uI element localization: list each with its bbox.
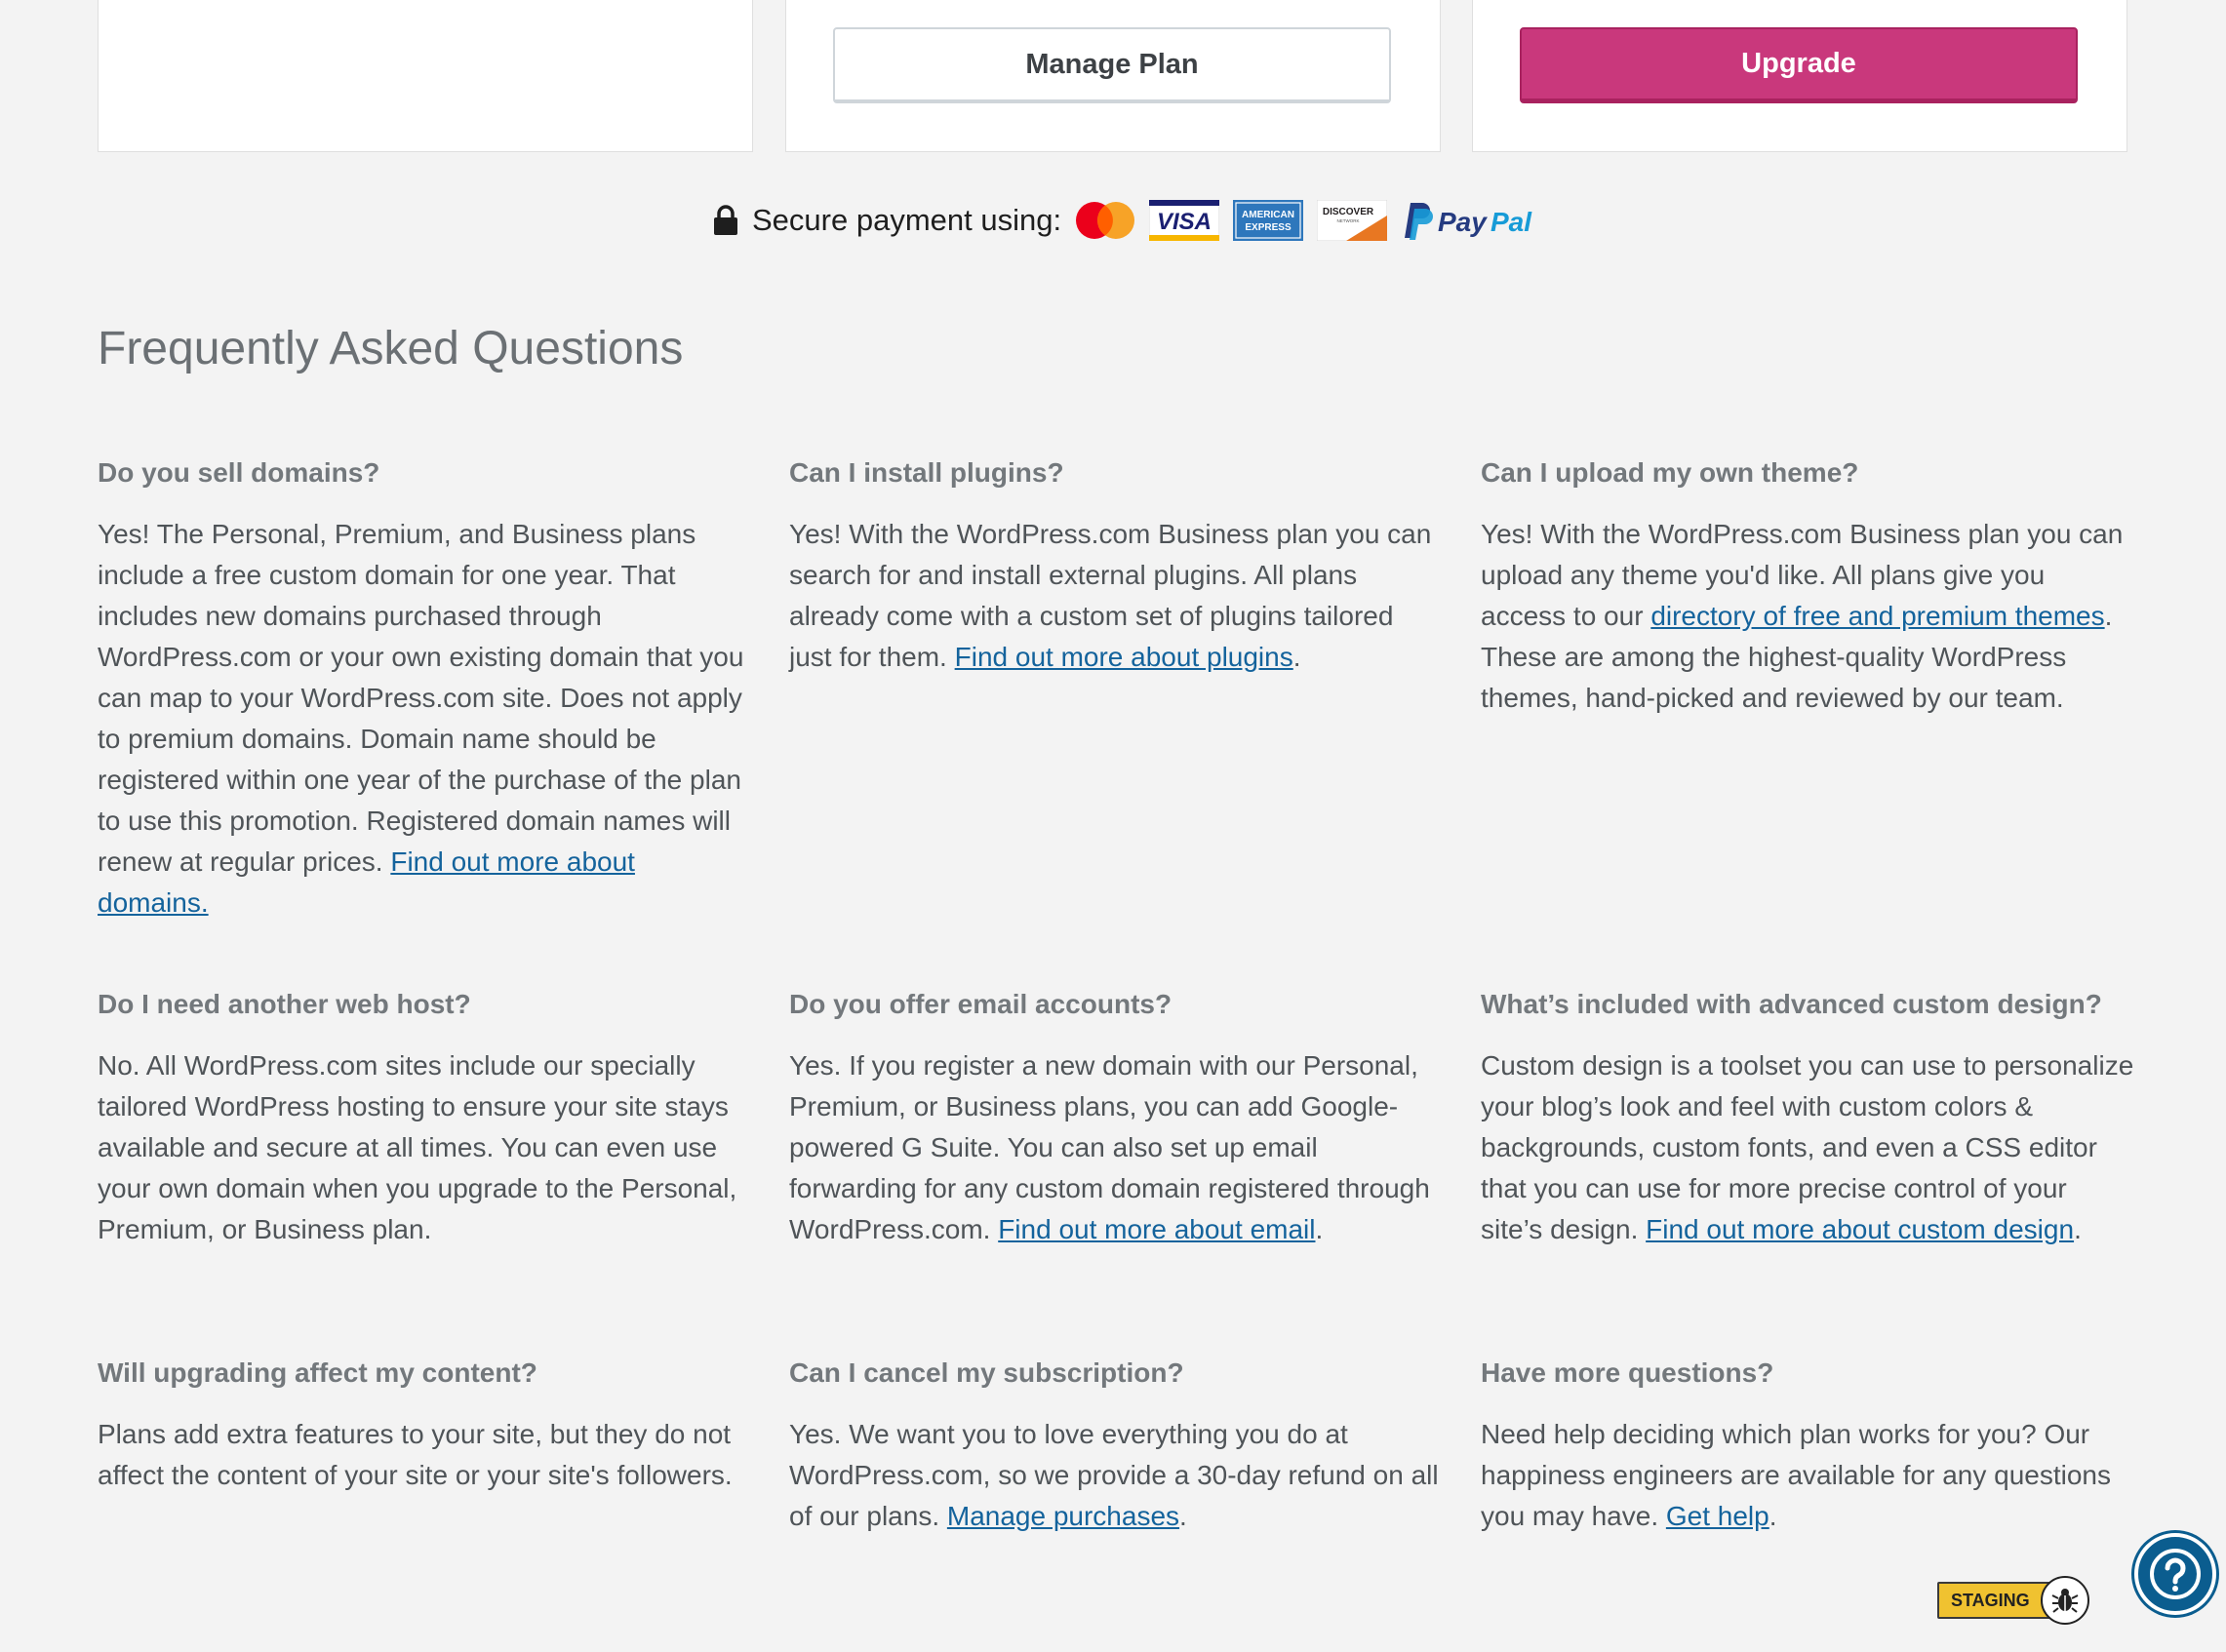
faq-answer: Custom design is a toolset you can use to personalize your blog’s look and feel with custom colors & backgrounds, custom fonts, and even a CSS editor that you can use for more precise control of your site’s design. Find out more about custom design. — [1481, 1050, 2134, 1244]
faq-question: Will upgrading affect my content? — [98, 1357, 537, 1388]
lock-icon — [713, 205, 738, 236]
faq-answer: Yes. We want you to love everything you do at WordPress.com, so we provide a 30-day refund on all of our plans. Manage purchases. — [789, 1419, 1439, 1531]
faq-answer: No. All WordPress.com sites include our specially tailored WordPress hosting to ensure your site stays available and secure at all times. You can even use your own domain when you upgrade to the Personal, Premium, or Business plan. — [98, 1050, 737, 1244]
faq-item-domains — [98, 453, 751, 924]
faq-link[interactable]: Get help — [1665, 1501, 1769, 1531]
amex-logo — [1233, 200, 1303, 241]
faq-question: Can I install plugins? — [789, 457, 1064, 488]
faq-item-email — [789, 985, 1443, 1250]
faq-link[interactable]: Find out more about domains. — [98, 846, 635, 918]
paypal-logo — [1399, 199, 1535, 242]
faq-link[interactable]: directory of free and premium themes — [1650, 601, 2105, 631]
faq-item-more-questions — [1481, 1354, 2134, 1537]
faq-answer: Need help deciding which plan works for you? Our happiness engineers are available for any questions you may have. Get help. — [1481, 1419, 2111, 1531]
faq-question: Do I need another web host? — [98, 989, 471, 1019]
visa-text: VISA — [1157, 209, 1212, 235]
faq-question: Have more questions? — [1481, 1357, 1774, 1388]
amex-line1: AMERICAN — [1242, 210, 1295, 220]
faq-link[interactable]: Find out more about email — [998, 1214, 1316, 1244]
bug-icon[interactable] — [2041, 1576, 2089, 1625]
faq-answer: Plans add extra features to your site, but they do not affect the content of your site or your site's followers. — [98, 1419, 733, 1490]
upgrade-button[interactable]: Upgrade — [1520, 27, 2078, 103]
faq-link[interactable]: Find out more about custom design — [1646, 1214, 2075, 1244]
discover-text: DISCOVER — [1322, 207, 1374, 217]
faq-item-upgrading — [98, 1354, 751, 1496]
faq-link[interactable]: Find out more about plugins — [954, 642, 1293, 672]
faq-item-plugins — [789, 453, 1443, 678]
paypal-text-b: Pal — [1491, 207, 1532, 237]
faq-question: What’s included with advanced custom design? — [1481, 989, 2102, 1019]
visa-logo — [1149, 200, 1219, 241]
secure-payment-label: Secure payment using: — [752, 203, 1062, 237]
faq-answer: Yes! The Personal, Premium, and Business plans include a free custom domain for one year. That includes new domains purchased through WordPress.com or your own existing domain that you can map to your WordPress.com site. Does not apply to premium domains. Domain name should be registered within one year of the purchase of the plan to use this promotion. Registered domain names will renew at regular prices. Find out more about domains. — [98, 519, 744, 918]
discover-subtext: NETWORK — [1336, 218, 1360, 223]
faq-item-themes — [1481, 453, 2134, 719]
faq-item-web-host — [98, 985, 751, 1250]
faq-item-custom-design — [1481, 985, 2134, 1250]
discover-logo — [1317, 200, 1387, 241]
faq-question: Can I upload my own theme? — [1481, 457, 1859, 488]
faq-item-cancel — [789, 1354, 1443, 1537]
faq-question: Can I cancel my subscription? — [789, 1357, 1184, 1388]
faq-question: Do you sell domains? — [98, 457, 380, 488]
faq-link[interactable]: Manage purchases — [946, 1501, 1180, 1531]
amex-line2: EXPRESS — [1245, 222, 1292, 233]
paypal-text-a: Pay — [1438, 207, 1487, 237]
faq-answer: Yes! With the WordPress.com Business plan you can upload any theme you'd like. All plans give you access to our directory of free and premium themes. These are among the highest-quality WordPress themes, hand-picked and reviewed by our team. — [1481, 519, 2124, 713]
faq-question: Do you offer email accounts? — [789, 989, 1173, 1019]
faq-answer: Yes. If you register a new domain with our Personal, Premium, or Business plans, you can add Google-powered G Suite. You can also set up email forwarding for any custom domain registered through WordPress.com. Find out more about email. — [789, 1050, 1430, 1244]
manage-plan-button[interactable]: Manage Plan — [833, 27, 1391, 103]
faq-title: Frequently Asked Questions — [98, 323, 684, 374]
plan-card-left — [98, 0, 753, 152]
staging-badge[interactable]: STAGING — [1937, 1582, 2071, 1619]
secure-payment-row — [713, 193, 1535, 248]
faq-answer: Yes! With the WordPress.com Business plan you can search for and install external plugins. All plans already come with a custom set of plugins tailored just for them. Find out more about plugins. — [789, 519, 1432, 672]
mastercard-logo — [1075, 201, 1135, 240]
help-icon[interactable] — [2134, 1533, 2216, 1615]
